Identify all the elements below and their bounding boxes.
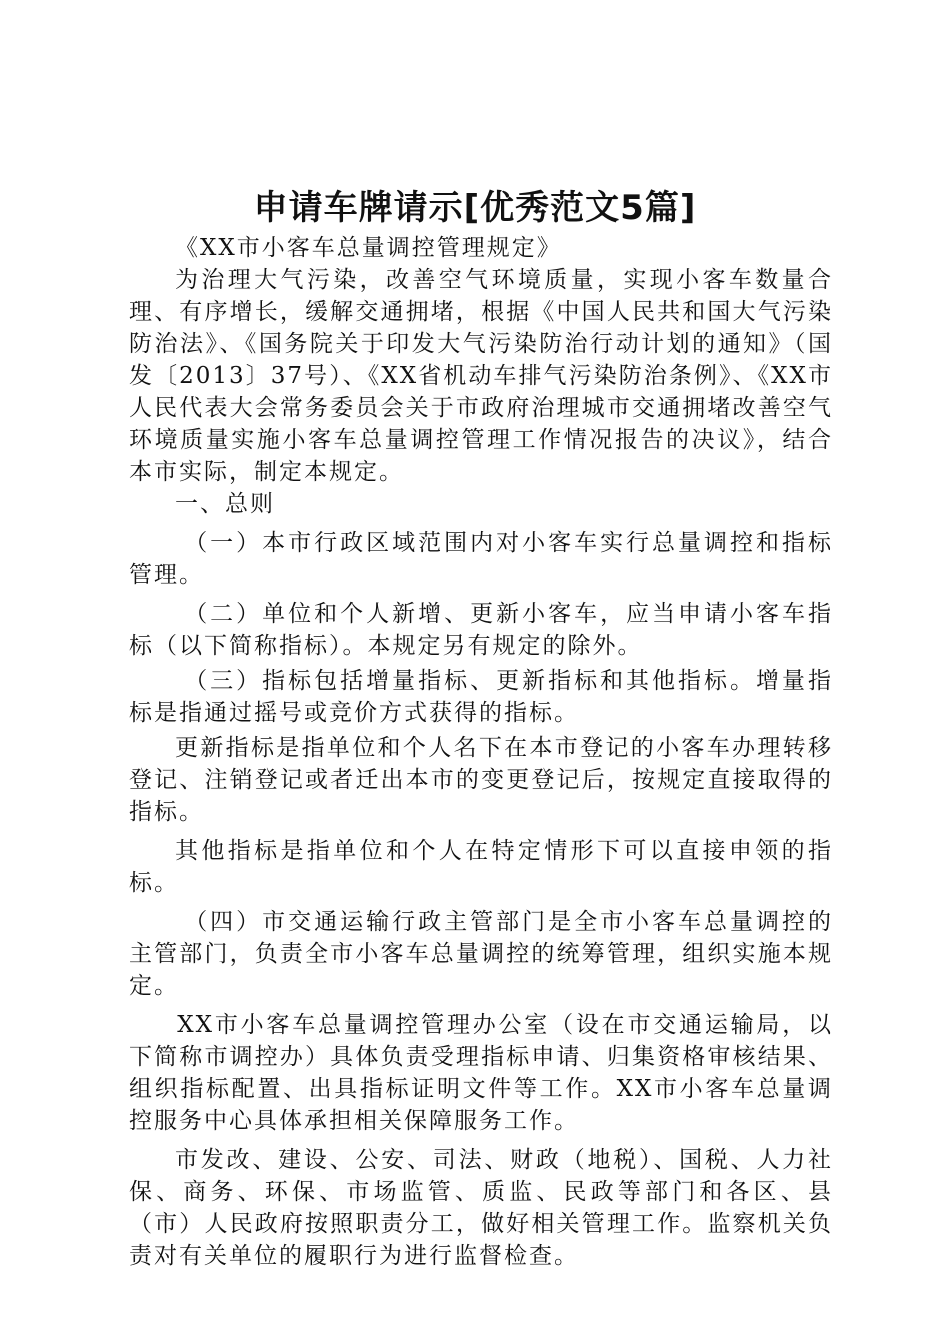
paragraph-other-quota: 其他指标是指单位和个人在特定情形下可以直接申领的指标。 [129,838,833,896]
section-heading-general: 一、总则 [175,491,275,517]
document-body [129,232,833,1272]
paragraph-clause-2: （二）单位和个人新增、更新小客车，应当申请小客车指标（以下简称指标）。本规定另有规定的除外。 [129,601,833,659]
document-title: 申请车牌请示[优秀范文5篇] [253,188,697,228]
paragraph-clause-1: （一）本市行政区域范围内对小客车实行总量调控和指标管理。 [129,530,833,588]
paragraph-control-office: XX市小客车总量调控管理办公室（设在市交通运输局，以下简称市调控办）具体负责受理指标申请、归集资格审核结果、组织指标配置、出具指标证明文件等工作。XX市小客车总量调控服务中心具体承担相关保障服务工作。 [129,1012,833,1134]
paragraph-purpose: 为治理大气污染，改善空气环境质量，实现小客车数量合理、有序增长，缓解交通拥堵，根据《中国人民共和国大气污染防治法》、《国务院关于印发大气污染防治行动计划的通知》（国发〔2013〕37号）、《XX省机动车排气污染防治条例》、《XX市人民代表大会常务委员会关于市政府治理城市交通拥堵改善空气环境质量实施小客车总量调控管理工作情况报告的决议》，结合本市实际，制定本规定。 [129,267,833,485]
paragraph-clause-4: （四）市交通运输行政主管部门是全市小客车总量调控的主管部门，负责全市小客车总量调控的统筹管理，组织实施本规定。 [129,909,833,999]
paragraph-regulation-name: 《XX市小客车总量调控管理规定》 [175,235,562,261]
paragraph-clause-3: （三）指标包括增量指标、更新指标和其他指标。增量指标是指通过摇号或竞价方式获得的指标。 [129,668,833,726]
paragraph-update-quota: 更新指标是指单位和个人名下在本市登记的小客车办理转移登记、注销登记或者迁出本市的变更登记后，按规定直接取得的指标。 [129,735,833,825]
paragraph-departments: 市发改、建设、公安、司法、财政（地税）、国税、人力社保、商务、环保、市场监管、质监、民政等部门和各区、县（市）人民政府按照职责分工，做好相关管理工作。监察机关负责对有关单位的履职行为进行监督检查。 [129,1147,833,1269]
